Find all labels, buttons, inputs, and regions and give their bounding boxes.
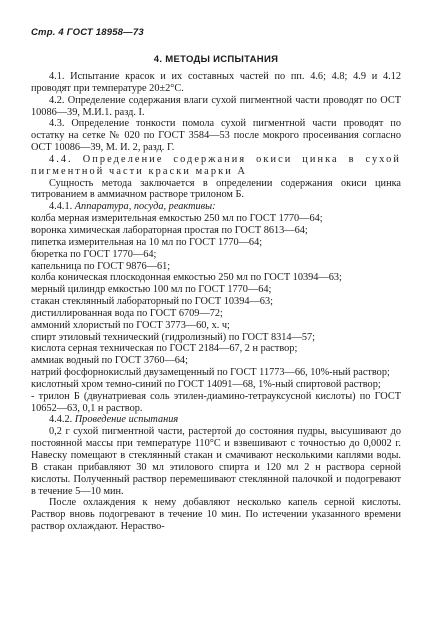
paragraph-4-4-2-number: 4.4.2. [49, 414, 73, 426]
paragraph-4-4-1-number: 4.4.1. [49, 201, 73, 213]
list-item: стакан стеклянный лабораторный по ГОСТ 10394—63; [31, 296, 273, 308]
paragraph-4-4-2-title: Проведение испытания [74, 414, 179, 426]
list-item: пипетка измерительная на 10 мл по ГОСТ 1770—64; [31, 236, 263, 248]
list-item: дистиллированная вода по ГОСТ 6709—72; [31, 307, 223, 319]
paragraph-procedure-2 [31, 497, 401, 533]
list-item: мерный цилиндр емкостью 100 мл по ГОСТ 1770—64; [31, 284, 272, 296]
paragraph-4-4-1 [31, 201, 401, 213]
paragraph-4-3: 4.3. Определение тонкости помола сухой пигментной части проводят по остатку на сетке № 020 по ГОСТ 3584—53 после мокрого просеивания согласно ОСТ 10086—39, М. И. 2, разд. Г. [31, 118, 401, 154]
list-item: - трилон Б (двунатриевая соль этилен-диамино-тетрауксусной кислоты) по ГОСТ 10652—63, 0,1 н раствор. [31, 390, 401, 414]
paragraph-method-essence: Сущность метода заключается в определении содержания окиси цинка титрованием в аммиачном растворе трилоном Б. [31, 177, 401, 201]
section-title: 4. МЕТОДЫ ИСПЫТАНИЯ [153, 54, 279, 65]
paragraph-4-4-2 [31, 414, 401, 426]
paragraph-procedure-2-text: После охлаждения к нему добавляют несколько капель серной кислоты. Раствор вновь подогревают в течение 10 мин. По истечении указанного времени раствор охлаждают. [31, 497, 401, 533]
list-item: кислотный хром темно-синий по ГОСТ 14091—68, 1%-ный спиртовой раствор; [31, 378, 381, 390]
paragraph-procedure-1: 0,2 г сухой пигментной части, растертой до состояния пудры, высушивают до постоянной массы при температуре 110°С и взвешивают с точностью до 0,0002 г. Навеску помещают в стеклянный стакан и смачивают несколькими каплями воды. В стакан прибавляют 30 мл этилового спирта и 120 мл 2 н раствора серной кислоты. Полученный раствор перемешивают стеклянной палочкой и подогревают в течение 5—10 мин. [31, 426, 401, 497]
list-item: натрий фосфорнокислый двузамещенный по ГОСТ 11773—66, 10%-ный раствор; [31, 367, 390, 379]
list-item: аммоний хлористый по ГОСТ 3773—60, х. ч; [31, 319, 230, 331]
list-item: кислота серная техническая по ГОСТ 2184—67, 2 н раствор; [31, 343, 298, 355]
paragraph-procedure-2-hyphenated: Нераство- [120, 521, 165, 533]
list-item: капельница по ГОСТ 9876—61; [31, 260, 171, 272]
paragraph-4-4-1-title: Аппаратура, посуда, реактивы: [74, 201, 216, 213]
paragraph-4-2: 4.2. Определение содержания влаги сухой пигментной части проводят по ОСТ 10086—39, М.И.1. разд. I. [31, 94, 401, 118]
list-item: колба мерная измерительная емкостью 250 мл по ГОСТ 1770—64; [31, 213, 323, 225]
page-header: Стр. 4 ГОСТ 18958—73 [31, 27, 144, 38]
list-item: аммиак водный по ГОСТ 3760—64; [31, 355, 188, 367]
list-item: спирт этиловый технический (гидролизный) по ГОСТ 8314—57; [31, 331, 316, 343]
list-item: бюретка по ГОСТ 1770—64; [31, 248, 157, 260]
list-item: колба коническая плоскодонная емкостью 250 мл по ГОСТ 10394—63; [31, 272, 342, 284]
paragraph-4-1: 4.1. Испытание красок и их составных частей по пп. 4.6; 4.8; 4.9 и 4.12 проводят при температуре 20±2°С. [31, 71, 401, 94]
paragraph-4-4: 4.4. Определение содержания окиси цинка в сухой пигментной части краски марки А [31, 153, 401, 177]
list-item: воронка химическая лабораторная простая по ГОСТ 8613—64; [31, 224, 308, 236]
